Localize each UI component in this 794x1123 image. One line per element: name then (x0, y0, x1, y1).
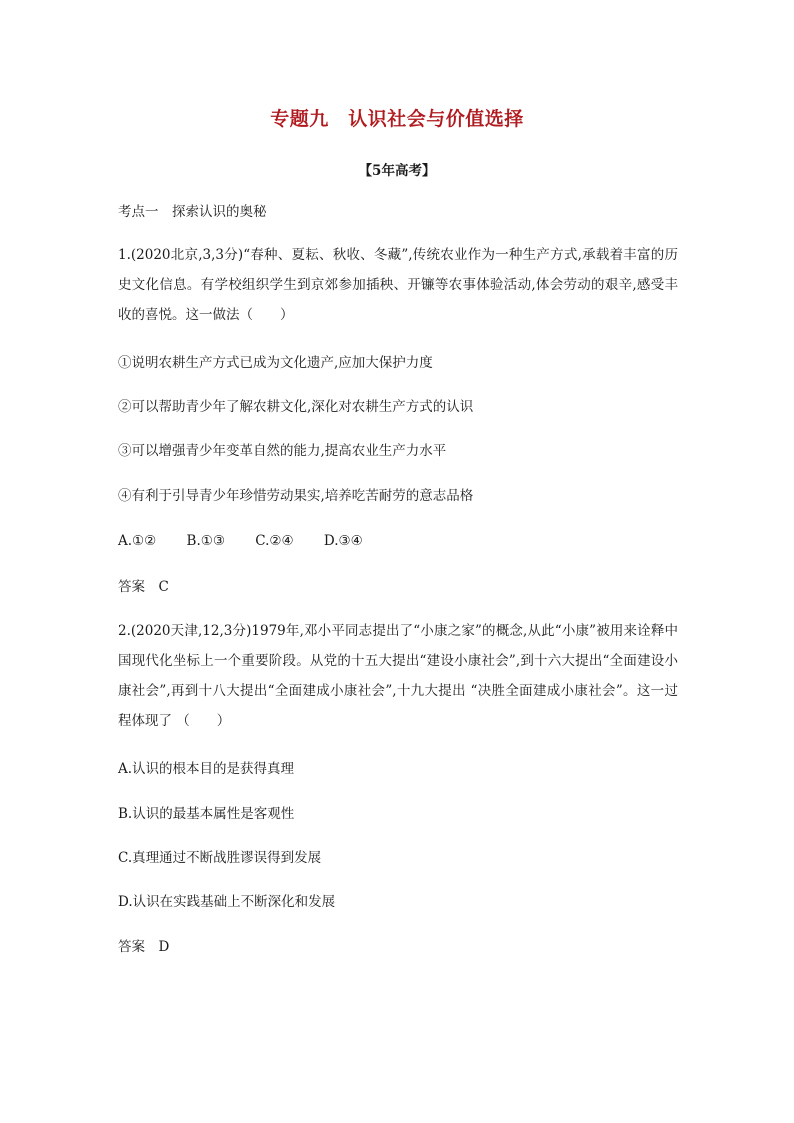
page-subtitle: 【5年高考】 (358, 163, 436, 179)
question-2-option-b: B.认识的最基本属性是客观性 (118, 806, 295, 822)
question-2-answer: 答案 D (118, 939, 170, 955)
section-heading: 考点一 探索认识的奥秘 (118, 204, 267, 220)
question-2-option-a: A.认识的根本目的是获得真理 (118, 761, 295, 777)
question-1-options (118, 533, 389, 549)
question-1-option-d: D.③④ (323, 533, 363, 549)
question-1-option-c: C.②④ (255, 533, 294, 549)
question-2-option-c: C.真理通过不断战胜谬误得到发展 (118, 850, 322, 866)
question-2-option-d: D.认识在实践基础上不断深化和发展 (118, 894, 336, 910)
question-1-item-1: ①说明农耕生产方式已成为文化遗产,应加大保护力度 (118, 355, 433, 371)
question-1-item-2: ②可以帮助青少年了解农耕文化,深化对农耕生产方式的认识 (118, 399, 474, 415)
question-2-stem: 2.(2020天津,12,3分)1979年,邓小平同志提出了“小康之家”的概念,从此“小康”被用来诠释中国现代化坐标上一个重要阶段。从党的十五大提出“建设小康社会”,到十六大提出“全面建设小康社会”,再到十八大提出“全面建成小康社会”,十九大提出 “决胜全面建成小康社会”。这一过程体现了 （ ） (118, 623, 678, 729)
question-1-stem: 1.(2020北京,3,3分)“春种、夏耘、秋收、冬藏”,传统农业作为一种生产方式,承载着丰富的历史文化信息。有学校组织学生到京郊参加插秧、开镰等农事体验活动,体会劳动的艰辛,感受丰收的喜悦。这一做法（ ） (118, 247, 678, 323)
question-1-option-a: A.①② (118, 533, 157, 549)
question-1-item-3: ③可以增强青少年变革自然的能力,提高农业生产力水平 (118, 443, 447, 459)
page-title: 专题九 认识社会与价值选择 (270, 108, 524, 130)
question-1-answer: 答案 C (118, 579, 169, 595)
question-1-item-4: ④有利于引导青少年珍惜劳动果实,培养吃苦耐劳的意志品格 (118, 488, 474, 504)
question-1-option-b: B.①③ (186, 533, 225, 549)
